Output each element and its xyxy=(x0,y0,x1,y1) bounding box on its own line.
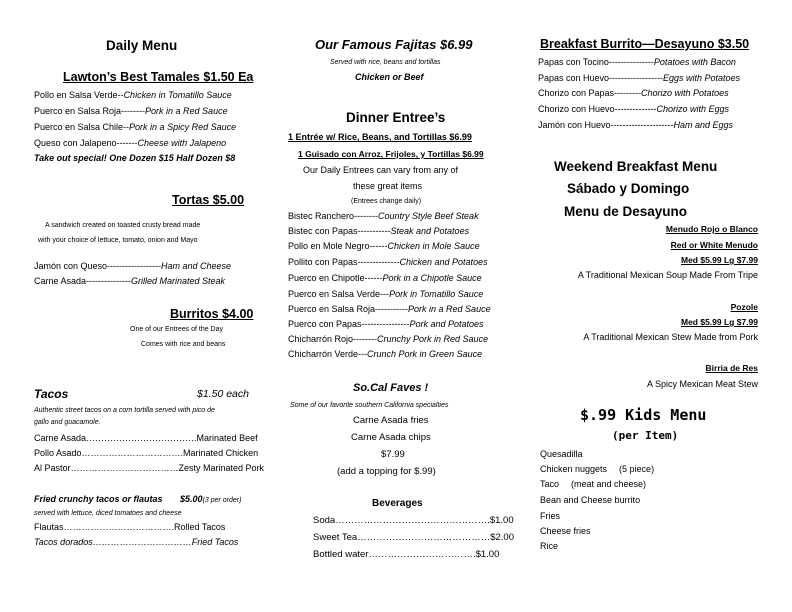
list-item: Carne Asada……………………………….Marinated Beef xyxy=(34,433,258,443)
weekend-title: Menu de Desayuno xyxy=(564,204,688,219)
kids-menu-sub: (per Item) xyxy=(612,429,679,442)
tacos-desc: gallo and guacamole. xyxy=(34,419,101,426)
dinner-line: 1 Guisado con Arroz, Frijoles, y Tortillas $6.99 xyxy=(298,149,484,159)
list-item: Chorizo con Huevo--------------Chorizo with Eggs xyxy=(538,104,730,114)
tortas-desc: with your choice of lettuce, tomato, onion and Mayo xyxy=(38,237,198,244)
dinner-title: Dinner Entree’s xyxy=(346,110,446,125)
list-item: Bistec Ranchero--------Country Style Beef Steak xyxy=(288,211,479,221)
pozole-price: Med $5.99 Lg $7.99 xyxy=(680,317,758,327)
list-item: Taco (meat and cheese) xyxy=(540,479,647,489)
list-item: Chicharrón Rojo--------Crunchy Pork in Red Sauce xyxy=(288,334,489,344)
list-item: Puerco en Chipotle------Pork in a Chipotle Sauce xyxy=(288,273,482,283)
fajitas-choice: Chicken or Beef xyxy=(355,72,424,82)
list-item: Pollo en Mole Negro------Chicken in Mole Sauce xyxy=(288,241,480,251)
burritos-line: Comes with rice and beans xyxy=(141,341,226,348)
birria-desc: A Spicy Mexican Meat Stew xyxy=(646,379,758,389)
list-item: Puerco con Papas----------------Pork and Potatoes xyxy=(288,319,484,329)
list-item: Puerco en Salsa Roja-----------Pork in a Red Sauce xyxy=(288,304,491,314)
dinner-line: these great items xyxy=(353,181,423,191)
list-item: Chicken nuggets (5 piece) xyxy=(540,464,655,474)
list-item: Bean and Cheese burrito xyxy=(540,495,641,505)
menudo-desc: A Traditional Mexican Soup Made From Tripe xyxy=(577,270,758,280)
list-item: Cheese fries xyxy=(540,526,591,536)
list-item: Papas con Tocino---------------Potatoes with Bacon xyxy=(538,57,736,67)
weekend-title: Weekend Breakfast Menu xyxy=(554,159,718,174)
fried-price: $5.00(3 per order) xyxy=(180,494,242,504)
tamales-title: Lawton’s Best Tamales $1.50 Ea xyxy=(63,70,254,84)
list-item: Jamón con Huevo---------------------Ham and Eggs xyxy=(538,120,734,130)
socal-sub: Some of our favorite southern California specialties xyxy=(290,402,449,409)
middle-column xyxy=(283,0,515,612)
list-item: Bistec con Papas-----------Steak and Potatoes xyxy=(288,226,470,236)
list-item: Chicharrón Verde---Crunch Pork in Green Sauce xyxy=(288,349,483,359)
pozole-desc: A Traditional Mexican Stew Made from Pork xyxy=(583,332,758,342)
daily-menu-column xyxy=(34,0,265,612)
burritos-title: Burritos $4.00 xyxy=(170,307,254,321)
socal-item: Carne Asada fries xyxy=(353,415,429,426)
breakfast-burrito-title: Breakfast Burrito—Desayuno $3.50 xyxy=(540,37,750,51)
list-item: Fries xyxy=(540,511,560,521)
burritos-line: One of our Entrees of the Day xyxy=(130,326,223,333)
fajitas-title: Our Famous Fajitas $6.99 xyxy=(315,37,473,52)
list-item: Pollo en Salsa Verde--Chicken in Tomatillo Sauce xyxy=(34,90,232,100)
right-column xyxy=(538,0,760,612)
takeout-special: Take out special! One Dozen $15 Half Dozen $8 xyxy=(34,153,236,163)
list-item: Rice xyxy=(540,541,559,551)
list-item: Soda………………………………………….$1.00 xyxy=(313,515,514,526)
dinner-note: (Entrees change daily) xyxy=(351,198,422,205)
weekend-title: Sábado y Domingo xyxy=(567,181,690,196)
socal-topping: (add a topping for $.99) xyxy=(337,466,436,477)
list-item: Chorizo con Papas---------Chorizo with Potatoes xyxy=(538,88,729,98)
fried-title: Fried crunchy tacos or flautas xyxy=(34,494,163,504)
menudo-title: Menudo Rojo o Blanco xyxy=(665,224,758,234)
list-item: Pollo Asado…………………………….Marinated Chicken xyxy=(34,448,259,458)
list-item: Carne Asada---------------Grilled Marinated Steak xyxy=(34,276,226,286)
kids-menu-title: $.99 Kids Menu xyxy=(580,406,707,424)
beverages-title: Beverages xyxy=(372,498,423,509)
list-item: Puerco en Salsa Chile--Pork in a Spicy Red Sauce xyxy=(34,122,237,132)
socal-item: Carne Asada chips xyxy=(351,432,431,443)
list-item: Quesadilla xyxy=(540,449,583,459)
pozole-title: Pozole xyxy=(730,302,758,312)
tacos-price: $1.50 each xyxy=(197,388,249,400)
list-item: Queso con Jalapeno-------Cheese with Jalapeno xyxy=(34,138,227,148)
list-item: Jamón con Queso------------------Ham and Cheese xyxy=(34,261,232,271)
tacos-title: Tacos xyxy=(34,387,69,401)
list-item: Pollito con Papas--------------Chicken and Potatoes xyxy=(288,257,488,267)
tortas-desc: A sandwich created on toasted crusty bread made xyxy=(45,222,201,229)
socal-price: $7.99 xyxy=(381,449,405,460)
list-item: Tacos dorados……………………………Fried Tacos xyxy=(34,537,239,547)
fajitas-sub: Served with rice, beans and tortillas xyxy=(330,59,441,66)
tacos-desc: Authentic street tacos on a corn tortilla served with pico de xyxy=(34,407,215,414)
daily-menu-title: Daily Menu xyxy=(106,38,178,53)
list-item: Bottled water…………………………….$1.00 xyxy=(313,549,500,560)
fried-desc: served with lettuce, diced tomatoes and cheese xyxy=(34,510,182,517)
list-item: Al Pastor………………………………Zesty Marinated Pork xyxy=(34,463,265,473)
tortas-title: Tortas $5.00 xyxy=(172,193,245,207)
birria-title: Birria de Res xyxy=(705,363,758,373)
dinner-line: Our Daily Entrees can vary from any of xyxy=(303,165,459,175)
menudo-price: Med $5.99 Lg $7.99 xyxy=(680,255,758,265)
menudo-title: Red or White Menudo xyxy=(670,240,758,250)
list-item: Papas con Huevo------------------Eggs with Potatoes xyxy=(538,73,741,83)
dinner-line: 1 Entrée w/ Rice, Beans, and Tortillas $6.99 xyxy=(288,132,472,142)
socal-title: So.Cal Faves ! xyxy=(353,382,429,394)
list-item: Puerco en Salsa Verde---Pork in Tomatillo Sauce xyxy=(288,289,484,299)
list-item: Flautas……………………………….Rolled Tacos xyxy=(34,522,226,532)
list-item: Sweet Tea……………………………………$2.00 xyxy=(313,532,514,543)
list-item: Puerco en Salsa Roja--------Pork in a Red Sauce xyxy=(34,106,228,116)
